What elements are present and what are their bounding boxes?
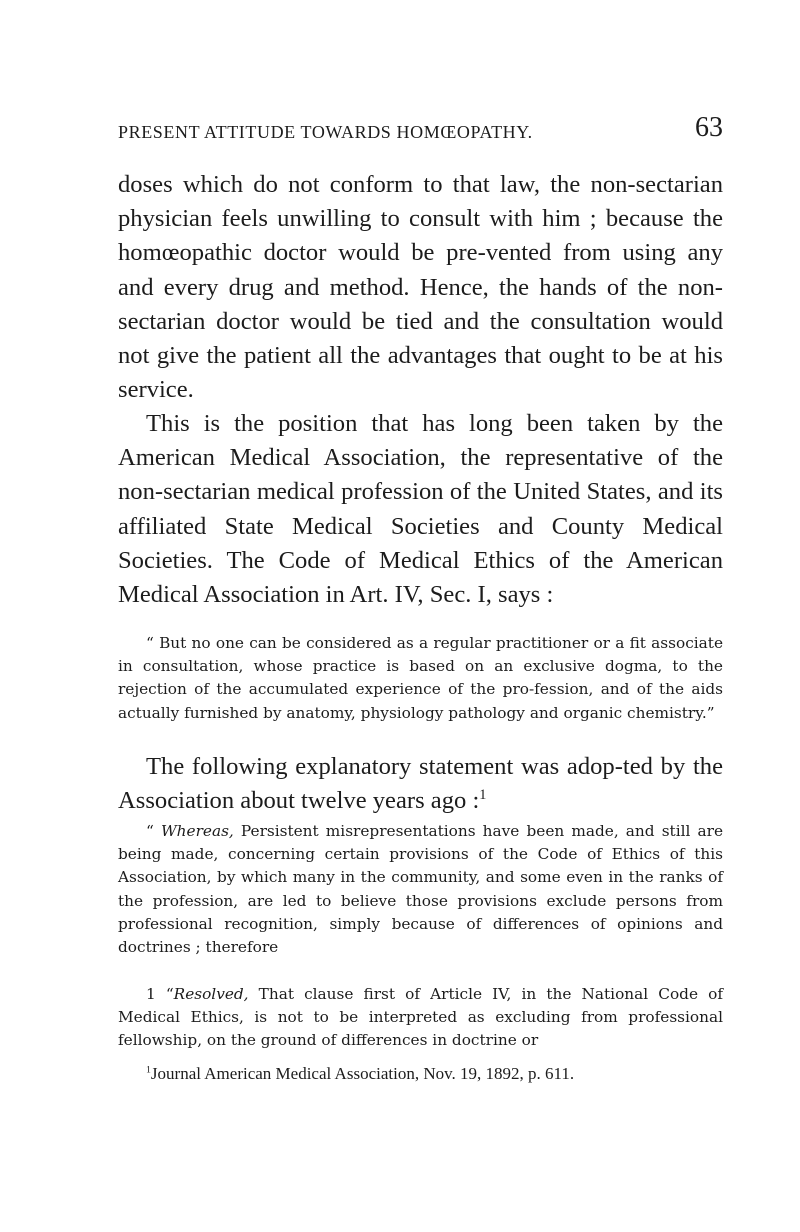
resolution-paragraph	[118, 983, 723, 1053]
paragraph-doses: doses which do not conform to that law, the non-sectarian physician feels unwilling to consult with him ; because the homœopathic doctor would be pre-vented from using any and every drug and method. Hence, the hands of the non-sectarian doctor would be tied and the consultation would not give the patient all the advantages that ought to be at his service.	[118, 171, 723, 404]
footnote	[146, 1063, 723, 1085]
paragraph-explanatory-text: The following explanatory statement was adop-ted by the Association about twelve years ago :	[118, 753, 723, 815]
quote-whereas	[118, 820, 723, 959]
resolution-text: That clause first of Article IV, in the National Code of Medical Ethics, is not to be interpreted as excluding from professional fellowship, on the ground of differences in doctrine or	[118, 985, 723, 1050]
quote-whereas-open: “	[146, 822, 161, 840]
resolution-open-quote: “	[165, 985, 174, 1003]
paragraph-explanatory-statement	[118, 750, 723, 818]
quote-whereas-text: Persistent misrepresentations have been made, and still are being made, concerning certain provisions of the Code of Ethics of this Association, by which many in the community, and some even in the ranks of the profession, are led to believe those provisions exclude persons from professional recognition, simply because of differences of opinions and doctrines ; therefore	[118, 822, 723, 957]
footnote-reference: 1	[479, 787, 487, 804]
page-number: 63	[695, 112, 723, 143]
footnote-marker: 1	[146, 1064, 151, 1076]
footnote-text: Journal American Medical Association, Nov. 19, 1892, p. 611.	[150, 1064, 575, 1083]
paragraph-position: This is the position that has long been taken by the American Medical Association, the representative of the non-sectarian medical profession of the United States, and its affiliated State Medical Societies and County Medical Societies. The Code of Medical Ethics of the American Medical Association in Art. IV, Sec. I, says :	[118, 410, 723, 609]
whereas-label: Whereas,	[160, 822, 234, 840]
page-header	[118, 112, 723, 152]
quote-code-of-ethics: “ But no one can be considered as a regular practitioner or a fit associate in consultation, whose practice is based on an exclusive dogma, to the rejection of the accumulated experience of the pro-fession, and of the aids actually furnished by anatomy, physiology pathology and organic chemistry.”	[118, 634, 723, 722]
resolved-label: Resolved,	[173, 985, 249, 1003]
resolution-number: 1	[146, 985, 166, 1003]
running-head: PRESENT ATTITUDE TOWARDS HOMŒOPATHY.	[118, 122, 533, 142]
